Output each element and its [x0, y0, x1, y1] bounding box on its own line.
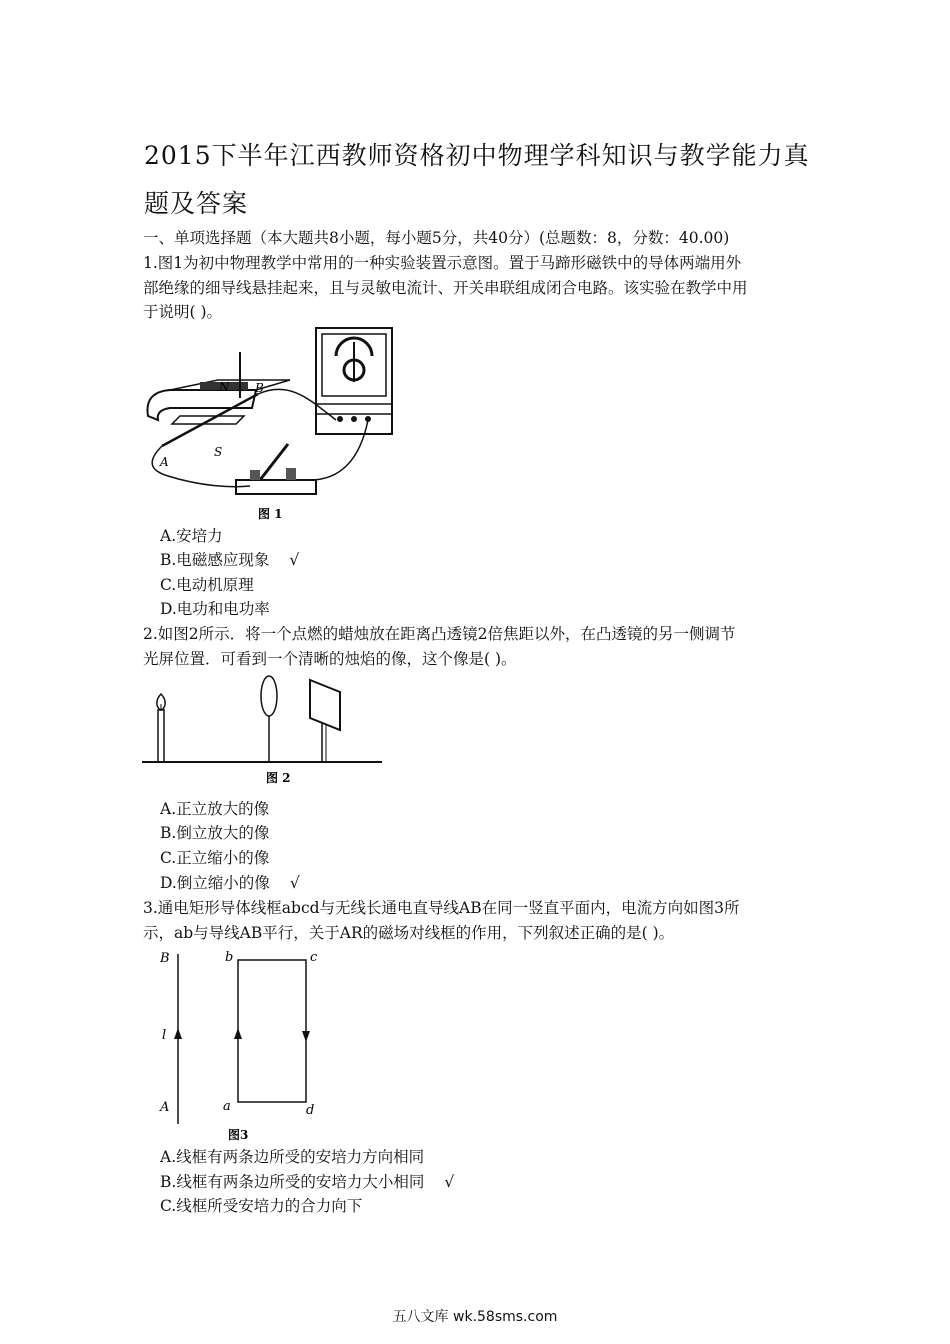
- q2-stem-line-1: 2.如图2所示．将一个点燃的蜡烛放在距离凸透镜2倍焦距以外，在凸透镜的另一侧调节: [143, 625, 736, 643]
- q1-stem-line-1: 1.图1为初中物理教学中常用的一种实验装置示意图。置于马蹄形磁铁中的导体两端用外: [143, 254, 742, 272]
- figure-2-caption: 图 2: [266, 771, 291, 785]
- label-A: A: [160, 1100, 170, 1115]
- label-l: l: [162, 1028, 167, 1043]
- label-b: B: [255, 381, 264, 395]
- q1-option-d: D.电功和电功率: [160, 600, 270, 618]
- figure-3-caption: 图3: [228, 1128, 249, 1142]
- figure-1-electromagnetic-induction: [140, 320, 400, 525]
- candle: [158, 710, 164, 762]
- q2-option-a: A.正立放大的像: [160, 800, 270, 818]
- q1-stem-line-2: 部绝缘的细导线悬挂起来，且与灵敏电流计、开关串联组成闭合电路。该实验在教学中用: [143, 279, 748, 297]
- label-a: A: [160, 455, 169, 469]
- correct-checkmark: √: [289, 874, 300, 892]
- q3-option-c: C.线框所受安培力的合力向下: [160, 1197, 363, 1215]
- figure-3-wire-and-frame: [150, 944, 340, 1144]
- label-c: c: [310, 950, 318, 965]
- label-s: S: [214, 445, 223, 459]
- document-title-line-1: 2015下半年江西教师资格初中物理学科知识与教学能力真: [144, 141, 810, 170]
- q3-option-b: B.线框有两条边所受的安培力大小相同 √: [160, 1173, 455, 1191]
- rectangular-frame: [238, 960, 306, 1102]
- light-screen: [310, 680, 340, 730]
- convex-lens: [261, 676, 277, 716]
- q3-stem-line-2: 示，ab与导线AB平行，关于AR的磁场对线框的作用，下列叙述正确的是( )。: [143, 924, 675, 942]
- label-d: d: [306, 1103, 315, 1118]
- section-header: 一、单项选择题（本大题共8小题，每小题5分，共40分）(总题数：8，分数：40.00): [143, 229, 730, 247]
- q1-option-b: B.电磁感应现象 √: [160, 551, 300, 569]
- footer-watermark: 五八文库 wk.58sms.com: [392, 1309, 558, 1325]
- label-a: a: [223, 1099, 231, 1114]
- label-n: N: [219, 380, 230, 394]
- q2-option-c: C.正立缩小的像: [160, 849, 270, 867]
- correct-checkmark: √: [444, 1173, 455, 1191]
- q3-stem-line-1: 3.通电矩形导体线框abcd与无线长通电直导线AB在同一竖直平面内，电流方向如图3所: [143, 899, 740, 917]
- document-title-line-2: 题及答案: [144, 189, 249, 218]
- switch-base: [236, 480, 316, 494]
- q1-option-a: A.安培力: [160, 527, 223, 545]
- q1-stem-line-3: 于说明( )。: [143, 303, 223, 321]
- label-B: B: [160, 951, 170, 966]
- label-b: b: [225, 950, 234, 965]
- switch-lever: [260, 444, 288, 480]
- q2-stem-line-2: 光屏位置．可看到一个清晰的烛焰的像，这个像是( )。: [143, 650, 517, 668]
- figure-1-caption: 图 1: [258, 507, 283, 521]
- q3-option-a: A.线框有两条边所受的安培力方向相同: [160, 1148, 425, 1166]
- q2-option-b: B.倒立放大的像: [160, 824, 270, 842]
- correct-checkmark: √: [289, 551, 300, 569]
- q1-option-c: C.电动机原理: [160, 576, 254, 594]
- figure-2-convex-lens: [142, 672, 386, 790]
- q2-option-d: D.倒立缩小的像 √: [160, 874, 300, 892]
